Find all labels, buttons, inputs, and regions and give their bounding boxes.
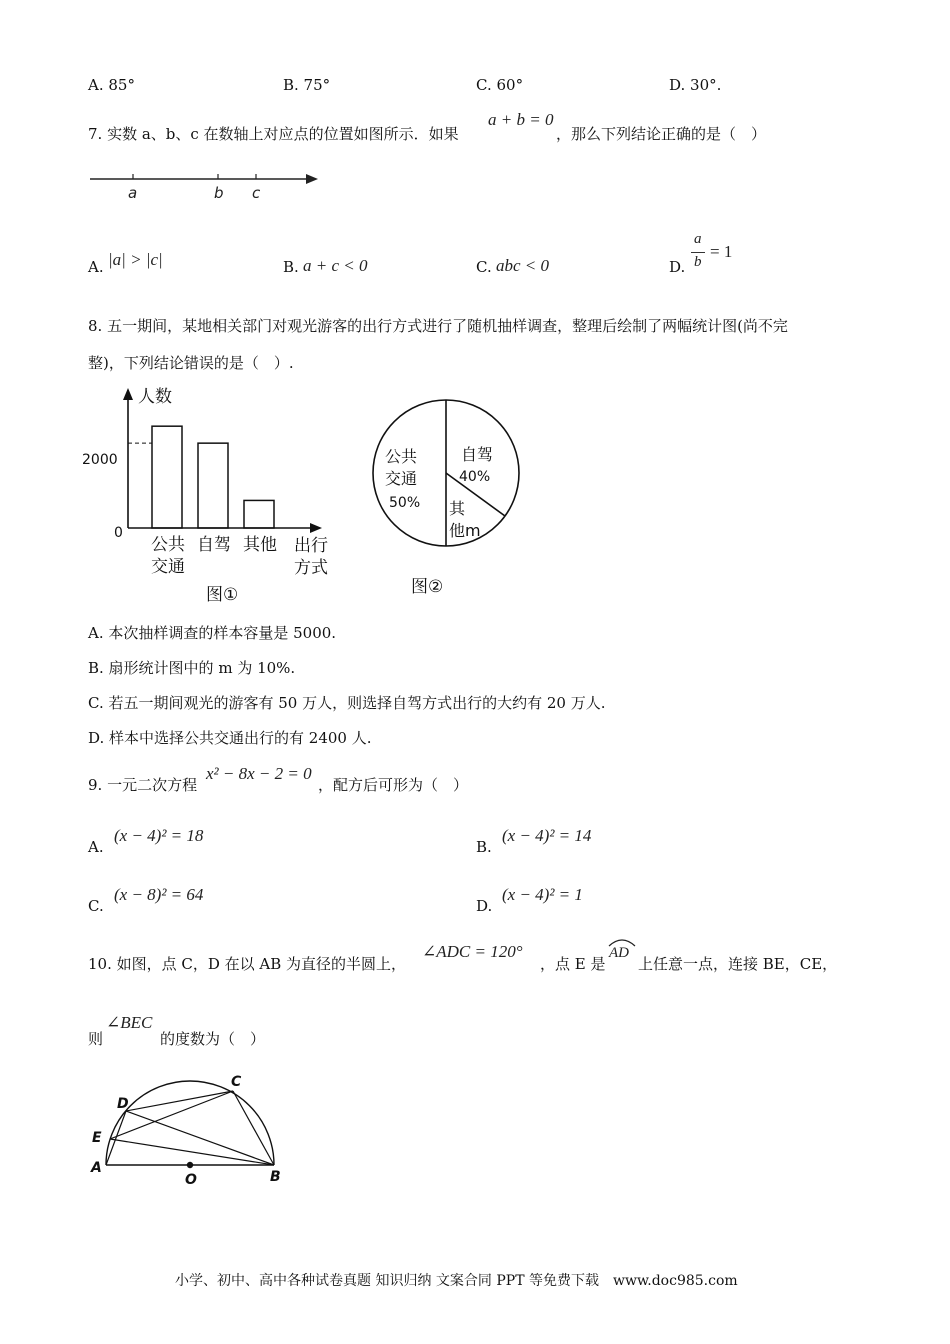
q7-option-a-letter: A. [88, 258, 104, 276]
q8-stem-line2: 整)，下列结论错误的是（ ）. [88, 354, 294, 372]
q10-line2-prefix: 则 [88, 1030, 104, 1048]
q10-line2-angle: ∠BEC [106, 1013, 153, 1032]
q9-option-b-expr: (x − 4)² = 14 [502, 826, 592, 845]
category-label-2-0: 其他 [243, 535, 277, 555]
q10-angle: ∠ADC = 120° [422, 942, 523, 961]
q10-stem-prefix: 10. 如图，点 C，D 在以 AB 为直径的半圆上， [88, 955, 407, 973]
pie-chart [365, 390, 535, 605]
q7-option-b-expr: a + c < 0 [303, 256, 368, 275]
q6-option-a: A. 85° [88, 76, 135, 94]
pie-label-public-pct: 50% [389, 495, 421, 511]
segment-ad [106, 1111, 126, 1165]
y-tick-label-0: 0 [114, 525, 123, 541]
category-label-0-1: 交通 [151, 557, 185, 577]
semicircle-figure [85, 1068, 300, 1193]
figure2-caption: 图② [411, 577, 444, 597]
y-tick-label-2000: 2000 [82, 452, 118, 468]
segment-dc [126, 1091, 233, 1111]
pie-label-self-pct: 40% [459, 469, 491, 485]
q9-option-b-letter: B. [476, 838, 492, 856]
label-a: A [91, 1160, 102, 1176]
q10-stem-suffix: 上任意一点，连接 BE，CE， [638, 955, 838, 973]
q6-option-b: B. 75° [283, 76, 331, 94]
q7-stem-prefix: 7. 实数 a、b、c 在数轴上对应点的位置如图所示．如果 [88, 125, 459, 143]
label-c: C [231, 1074, 242, 1090]
label-o: O [185, 1172, 197, 1188]
pie-label-self: 自驾 [461, 445, 494, 464]
q6-option-d: D. 30°. [669, 76, 722, 94]
q8-option-c: C. 若五一期间观光的游客有 50 万人，则选择自驾方式出行的大约有 20 万人. [88, 694, 606, 712]
figure1-caption: 图① [206, 585, 239, 605]
x-axis-label-line2: 方式 [294, 558, 328, 578]
y-axis-arrow [123, 388, 133, 400]
bar-0 [152, 426, 182, 528]
semicircle-arc [106, 1081, 274, 1165]
label-b: B [270, 1169, 281, 1185]
pie-label-public-1: 公共 [385, 447, 418, 466]
q9-option-a-letter: A. [88, 838, 104, 856]
q7-option-d-rhs: = 1 [710, 242, 733, 261]
q8-option-a: A. 本次抽样调查的样本容量是 5000. [88, 624, 337, 642]
q9-option-d-letter: D. [476, 897, 493, 915]
q10-arc-label: AD [609, 945, 629, 961]
label-c: c [252, 184, 261, 202]
q7-option-b-letter: B. [283, 258, 299, 276]
q9-stem-suffix: ，配方后可形为（ ） [318, 776, 469, 794]
q8-option-d: D. 样本中选择公共交通出行的有 2400 人. [88, 729, 372, 747]
x-axis-label-line1: 出行 [294, 536, 328, 556]
y-axis-label: 人数 [138, 387, 172, 407]
q9-option-c-letter: C. [88, 897, 104, 915]
q7-option-d-denominator: b [694, 254, 702, 270]
q7-option-c-letter: C. [476, 258, 492, 276]
segment-eb [110, 1139, 274, 1165]
q8-option-b: B. 扇形统计图中的 m 为 10%. [88, 659, 296, 677]
q7-option-c-expr: abc < 0 [496, 256, 550, 275]
center-point-o [187, 1162, 193, 1168]
q10-stem-mid: ，点 E 是 [540, 955, 606, 973]
q7-option-a-expr: |a| > |c| [108, 250, 163, 269]
q7-option-d-numerator: a [694, 231, 702, 247]
footer-text: 小学、初中、高中各种试卷真题 知识归纳 文案合同 PPT 等免费下载 www.doc985.com [175, 1273, 738, 1289]
bar-1 [198, 443, 228, 528]
category-label-1-0: 自驾 [197, 535, 231, 555]
bar-2 [244, 500, 274, 528]
q9-option-a-expr: (x − 4)² = 18 [114, 826, 204, 845]
q7-option-d-letter: D. [669, 258, 686, 276]
bar-chart [80, 382, 350, 607]
q9-option-c-expr: (x − 8)² = 64 [114, 885, 204, 904]
q10-line2-suffix: 的度数为（ ） [160, 1030, 266, 1048]
fraction-bar [691, 252, 705, 253]
category-label-0-0: 公共 [151, 535, 185, 555]
q9-stem-prefix: 9. 一元二次方程 [88, 776, 198, 794]
pie-label-other-1: 其 [449, 499, 466, 518]
q9-option-d-expr: (x − 4)² = 1 [502, 885, 583, 904]
label-a: a [128, 184, 138, 202]
q7-number-line [88, 165, 328, 205]
label-b: b [214, 184, 224, 202]
pie-label-other-2: 他m [449, 521, 481, 540]
label-d: D [117, 1096, 129, 1112]
segment-cb [233, 1091, 274, 1165]
q6-option-c: C. 60° [476, 76, 524, 94]
q8-stem-line1: 8. 五一期间，某地相关部门对观光游客的出行方式进行了随机抽样调查，整理后绘制了两幅统计图(尚不完 [88, 317, 788, 335]
q7-condition: a + b = 0 [488, 110, 554, 129]
x-axis-arrow [310, 523, 322, 533]
q7-stem-suffix: ，那么下列结论正确的是（ ） [556, 125, 767, 143]
pie-label-public-2: 交通 [385, 469, 418, 488]
segment-db [126, 1111, 274, 1165]
number-line-arrow [306, 174, 318, 184]
label-e: E [92, 1130, 102, 1146]
q9-equation: x² − 8x − 2 = 0 [206, 764, 312, 783]
